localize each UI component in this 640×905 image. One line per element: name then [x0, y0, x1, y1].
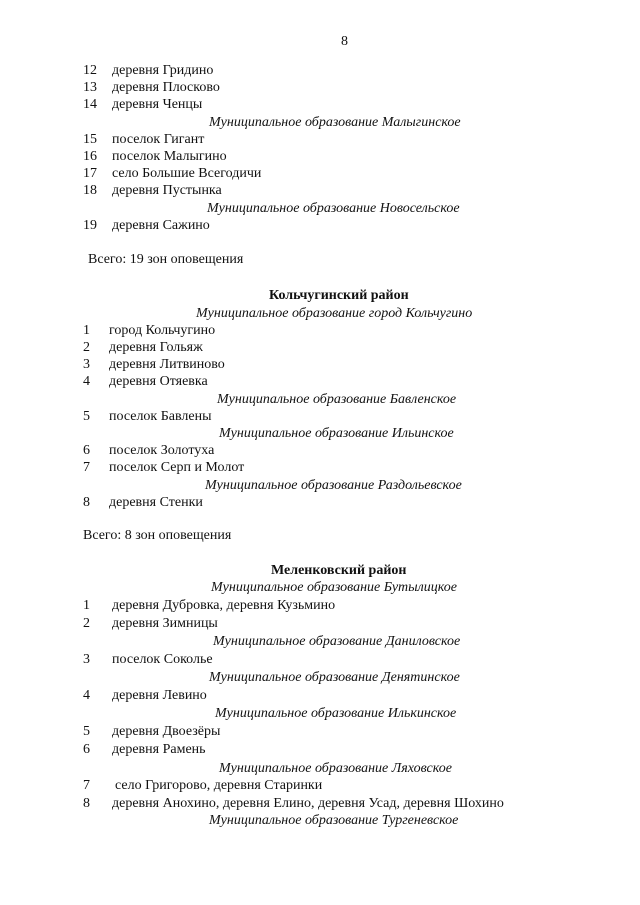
municipality-heading: Муниципальное образование Ляховское	[219, 761, 452, 776]
municipality-heading: Муниципальное образование Малыгинское	[209, 115, 461, 130]
municipality-heading: Муниципальное образование Бутылицкое	[211, 580, 457, 595]
municipality-heading: Муниципальное образование Денятинское	[209, 670, 460, 685]
municipality-heading: Муниципальное образование Ильинское	[219, 426, 454, 441]
municipality-heading: Муниципальное образование Новосельское	[207, 201, 460, 216]
total-line: Всего: 19 зон оповещения	[88, 252, 244, 267]
total-line: Всего: 8 зон оповещения	[83, 528, 232, 543]
municipality-heading: Муниципальное образование Тургеневское	[209, 813, 459, 828]
district-heading: Меленковский район	[271, 563, 407, 578]
district-heading: Кольчугинский район	[269, 288, 409, 303]
page-number: 8	[341, 34, 348, 49]
municipality-heading: Муниципальное образование Илькинское	[215, 706, 457, 721]
municipality-heading: Муниципальное образование Даниловское	[213, 634, 461, 649]
municipality-heading: Муниципальное образование Бавленское	[217, 392, 457, 407]
municipality-heading: Муниципальное образование Раздольевское	[205, 478, 462, 493]
municipality-heading: Муниципальное образование город Кольчугино	[196, 306, 473, 321]
